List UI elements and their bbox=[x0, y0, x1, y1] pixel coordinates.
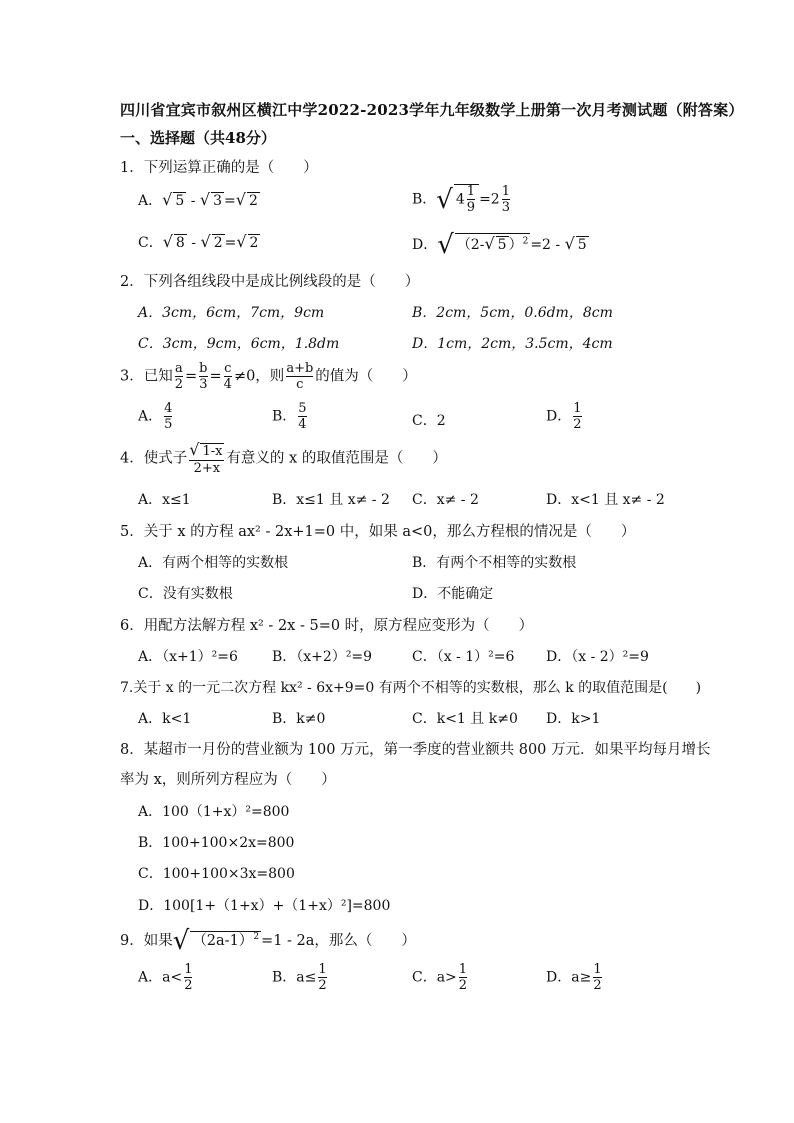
question-2-option-c: C．3cm，9cm，6cm，1.8dm bbox=[138, 336, 340, 352]
question-3-option-b: B． $\frac{5}{4}$ bbox=[272, 401, 307, 432]
section-heading: 一、选择题（共48分） bbox=[120, 129, 276, 147]
question-6-option-d: D．（x - 2）²=9 bbox=[546, 649, 649, 665]
question-1-option-d: D．√ （2-√ 5 ）$^2$ =2 - √ 5 bbox=[412, 230, 587, 260]
question-3-option-d: D． $\frac{1}{2}$ bbox=[546, 401, 582, 432]
question-9-option-d: D．a≥ $\frac{1}{2}$ bbox=[546, 962, 602, 993]
exam-title: 四川省宜宾市叙州区横江中学2022-2023学年九年级数学上册第一次月考测试题（附答案） bbox=[120, 101, 744, 119]
question-8-option-a: A．100（1+x）²=800 bbox=[138, 804, 290, 820]
question-1-option-b: B．√ 4 $\frac{1}{9}$ =2 $\frac{1}{3}$ bbox=[412, 184, 510, 215]
question-2-option-d: D．1cm，2cm，3.5cm，4cm bbox=[412, 336, 613, 352]
question-1-option-a: A．√ 5 - √ 3 =√ 2 bbox=[138, 190, 258, 209]
question-2-option-a: A．3cm，6cm，7cm，9cm bbox=[138, 305, 325, 321]
question-9-option-a: A．a< $\frac{1}{2}$ bbox=[138, 962, 193, 993]
question-7-option-d: D．k>1 bbox=[546, 711, 601, 727]
question-8-option-d: D．100[1+（1+x）+（1+x）²]=800 bbox=[138, 898, 391, 914]
question-2-stem: 2．下列各组线段中是成比例线段的是（ ） bbox=[120, 274, 420, 290]
question-3-option-a: A． $\frac{4}{5}$ bbox=[138, 401, 173, 432]
question-4-option-c: C．x≠ - 2 bbox=[412, 492, 479, 508]
question-7-option-c: C．k<1 且 k≠0 bbox=[412, 711, 518, 727]
question-5-option-a: A．有两个相等的实数根 bbox=[138, 555, 289, 571]
question-8-stem-line-2: 率为 x，则所列方程应为（ ） bbox=[120, 772, 336, 788]
question-6-option-b: B．（x+2）²=9 bbox=[272, 649, 373, 665]
question-5-option-b: B．有两个不相等的实数根 bbox=[412, 555, 577, 571]
question-5-option-c: C．没有实数根 bbox=[138, 586, 233, 602]
question-8-stem-line-1: 8．某超市一月份的营业额为 100 万元，第一季度的营业额共 800 万元．如果平均每月增长 bbox=[120, 742, 711, 758]
question-5-stem: 5．关于 x 的方程 ax² - 2x+1=0 中，如果 a<0，那么方程根的情况是（ ） bbox=[120, 524, 636, 540]
question-7-option-a: A．k<1 bbox=[138, 711, 192, 727]
question-9-option-b: B．a≤ $\frac{1}{2}$ bbox=[272, 962, 327, 993]
question-4-option-d: D．x<1 且 x≠ - 2 bbox=[546, 492, 665, 508]
question-1-option-c: C．√ 8 - √ 2 =√ 2 bbox=[138, 232, 259, 251]
question-1-stem: 1．下列运算正确的是（ ） bbox=[120, 160, 318, 176]
question-3-stem: 3．已知 $\frac{a}{2}$ = $\frac{b}{3}$ = $\frac{c}{4}$ ≠0，则 $\frac{a+b}{c}$ 的值为（ ） bbox=[120, 361, 417, 392]
question-6-option-c: C．（x - 1）²=6 bbox=[412, 649, 515, 665]
question-7-stem: 7.关于 x 的一元二次方程 kx² - 6x+9=0 有两个不相等的实数根，那么 k 的取值范围是( ) bbox=[120, 680, 702, 696]
question-9-option-c: C．a> $\frac{1}{2}$ bbox=[412, 962, 468, 993]
question-6-option-a: A．（x+1）²=6 bbox=[138, 649, 238, 665]
question-4-option-a: A．x≤1 bbox=[138, 492, 191, 508]
question-4-option-b: B．x≤1 且 x≠ - 2 bbox=[272, 492, 390, 508]
question-8-option-b: B．100+100×2x=800 bbox=[138, 835, 295, 851]
question-2-option-b: B．2cm，5cm，0.6dm，8cm bbox=[412, 305, 613, 321]
question-6-stem: 6．用配方法解方程 x² - 2x - 5=0 时，原方程应变形为（ ） bbox=[120, 618, 534, 634]
question-3-option-c: C．2 bbox=[412, 413, 446, 429]
question-5-option-d: D．不能确定 bbox=[412, 586, 494, 602]
question-8-option-c: C．100+100×3x=800 bbox=[138, 866, 295, 882]
question-7-option-b: B．k≠0 bbox=[272, 711, 326, 727]
question-9-stem: 9．如果√ $(2a-1)^2 =1 - 2a$，那么（ ） bbox=[120, 926, 416, 956]
question-4-stem: 4．使式子 $\frac{√ 1-x}{2+x}$ 有意义的 x 的取值范围是（ ） bbox=[120, 440, 447, 476]
